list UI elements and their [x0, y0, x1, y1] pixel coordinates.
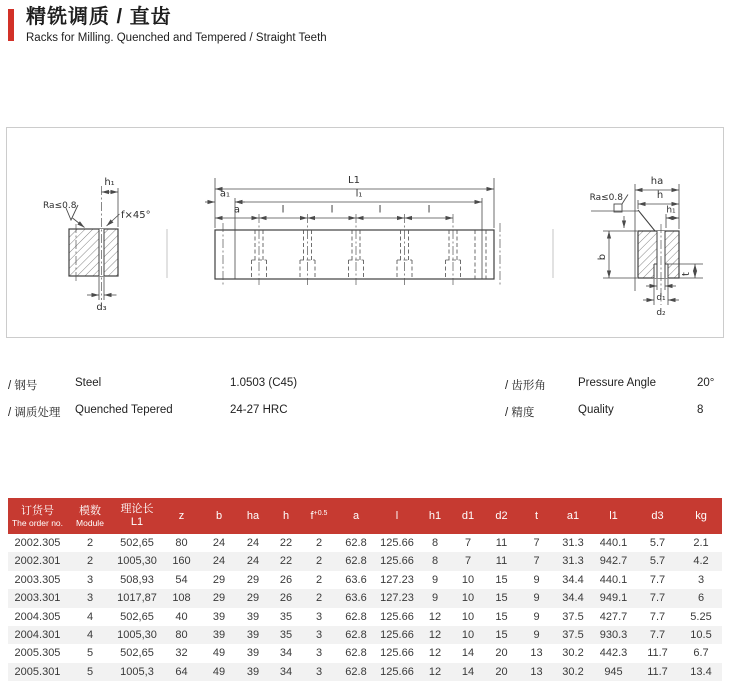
table-cell: 1005,30	[117, 629, 157, 642]
spec-label-zh: / 调质处理	[8, 407, 61, 419]
center-top-view	[205, 175, 500, 285]
table-cell: 24	[212, 537, 226, 549]
table-cell: 2004.301	[14, 629, 61, 642]
technical-drawing	[7, 128, 723, 337]
col-header-b: b	[202, 498, 236, 534]
page-title-en: Racks for Milling. Quenched and Tempered / Straight Teeth	[26, 32, 327, 44]
table-row	[8, 608, 722, 626]
table-cell: 9	[533, 573, 540, 586]
table-cell: 63.6	[345, 592, 367, 605]
col-header-a1: a1	[554, 498, 592, 534]
table-cell: 40	[175, 610, 188, 623]
table-cell: 13.4	[690, 665, 712, 678]
table-cell: 7	[533, 555, 540, 568]
col-header-l1: l1	[592, 498, 635, 534]
table-cell: 3	[315, 665, 323, 678]
right-section-view	[590, 176, 703, 318]
table-cell: 5	[86, 665, 94, 678]
table-cell: 10	[461, 610, 475, 623]
table-cell: 30.2	[562, 647, 584, 660]
table-cell: 3	[315, 610, 323, 623]
table-cell: 39	[246, 629, 260, 642]
page-title-zh: 精铣调质 / 直齿	[26, 6, 172, 28]
col-header-f: $f^{+0.5}$	[302, 498, 336, 534]
dim-label-l: l	[427, 204, 431, 216]
table-cell: 62.8	[345, 647, 367, 660]
table-cell: 4	[86, 610, 94, 623]
table-cell: 5.7	[649, 555, 666, 568]
spec-label-zh: / 精度	[505, 407, 535, 419]
table-cell: 39	[246, 647, 260, 660]
table-cell: 39	[246, 665, 260, 678]
table-cell: 62.8	[345, 629, 367, 642]
table-cell: 63.6	[345, 573, 367, 586]
spec-label-en: Quenched Tepered	[75, 404, 173, 416]
table-cell: 502,65	[120, 537, 154, 549]
table-cell: 6	[697, 592, 705, 605]
dim-label-l: l	[281, 204, 285, 216]
dim-label-a: a	[233, 204, 241, 216]
col-header-h: h	[270, 498, 302, 534]
col-header-kg: kg	[680, 498, 722, 534]
table-cell: 29	[212, 573, 226, 586]
table-cell: 15	[495, 592, 508, 605]
spec-label-en: Quality	[578, 404, 614, 416]
table-cell: 108	[172, 592, 191, 605]
spec-value: 1.0503 (C45)	[230, 377, 298, 389]
table-cell: 3	[315, 629, 323, 642]
table-cell: 49	[212, 665, 226, 678]
table-cell: 1017,87	[117, 592, 157, 605]
table-cell: 2005.301	[14, 665, 61, 678]
table-cell: 31.3	[562, 537, 584, 549]
table-cell: 80	[175, 537, 188, 549]
table-cell: 125.66	[380, 629, 414, 642]
table-cell: 22	[279, 555, 293, 568]
table-cell: 11	[495, 555, 508, 568]
dim-label-t: t	[681, 272, 692, 276]
table-cell: 7.7	[649, 592, 666, 605]
table-cell: 7.7	[649, 573, 666, 586]
table-cell: 7.7	[649, 629, 666, 642]
spec-value: 20°	[697, 377, 715, 389]
table-cell: 14	[461, 665, 475, 678]
table-cell: 8	[431, 555, 439, 568]
table-cell: 9	[533, 629, 540, 642]
table-cell: 2003.301	[14, 592, 61, 605]
col-header-module: 模数 Module	[67, 498, 113, 534]
table-cell: 26	[279, 592, 293, 605]
table-cell: 12	[428, 610, 442, 623]
dim-label-h1-right: h₁	[666, 205, 676, 216]
table-header-row	[8, 498, 722, 534]
table-cell: 2.1	[693, 537, 709, 549]
table-cell: 160	[172, 555, 191, 568]
table-cell: 32	[175, 647, 188, 660]
table-cell: 35	[279, 610, 293, 623]
table-cell: 29	[246, 592, 260, 605]
table-cell: 39	[212, 610, 226, 623]
table-cell: 3	[86, 592, 94, 605]
table-cell: 62.8	[345, 610, 367, 623]
table-cell: 34.4	[562, 573, 584, 586]
table-cell: 49	[212, 647, 226, 660]
table-cell: 9	[431, 573, 439, 586]
table-cell: 15	[495, 610, 508, 623]
spec-label-zh: / 齿形角	[505, 380, 546, 392]
table-cell: 2	[315, 555, 323, 568]
table-cell: 942.7	[599, 555, 628, 568]
spec-value: 8	[697, 404, 704, 416]
table-cell: 24	[246, 555, 260, 568]
dim-label-h1-left: h₁	[104, 177, 115, 188]
table-cell: 4	[86, 629, 94, 642]
table-row	[8, 663, 722, 681]
spec-label-en: Pressure Angle	[578, 377, 656, 389]
table-cell: 125.66	[380, 610, 414, 623]
table-cell: 31.3	[562, 555, 584, 568]
table-row	[8, 589, 722, 607]
table-cell: 2005.305	[14, 647, 61, 660]
col-header-z: z	[161, 498, 202, 534]
table-cell: 13	[530, 647, 543, 660]
table-cell: 29	[212, 592, 226, 605]
table-cell: 3	[86, 573, 94, 586]
dim-label-d3: d₃	[96, 302, 107, 313]
table-cell: 9	[533, 592, 540, 605]
col-header-d1: d1	[452, 498, 484, 534]
table-cell: 125.66	[380, 665, 414, 678]
table-cell: 125.66	[380, 537, 414, 549]
table-cell: 11	[495, 537, 508, 549]
table-cell: 12	[428, 665, 442, 678]
table-cell: 39	[212, 629, 226, 642]
col-header-length: 理论长 L1	[113, 498, 161, 534]
table-cell: 62.8	[345, 665, 367, 678]
table-cell: 3	[697, 573, 705, 586]
table-cell: 7	[464, 537, 472, 549]
dim-label-h: h	[656, 190, 664, 201]
table-cell: 26	[279, 573, 293, 586]
table-cell: 5.25	[690, 610, 712, 623]
table-cell: 2	[315, 537, 323, 549]
table-cell: 11.7	[647, 647, 668, 660]
rack-table	[8, 498, 722, 681]
table-cell: 1005,3	[120, 665, 154, 678]
dim-label-l: l	[330, 204, 334, 216]
table-cell: 2003.305	[14, 573, 61, 586]
table-cell: 37.5	[562, 629, 584, 642]
table-row	[8, 626, 722, 644]
table-cell: 945	[604, 665, 623, 678]
table-cell: 20	[495, 647, 508, 660]
table-cell: 502,65	[120, 647, 154, 660]
table-cell: 442.3	[599, 647, 628, 660]
table-cell: 29	[246, 573, 260, 586]
table-cell: 6.7	[693, 647, 709, 660]
table-cell: 62.8	[345, 537, 367, 549]
table-cell: 62.8	[345, 555, 367, 568]
col-header-t: t	[519, 498, 554, 534]
table-cell: 11.7	[647, 665, 668, 678]
roughness-label-right: Ra≤0.8	[589, 193, 623, 203]
table-cell: 4.2	[693, 555, 709, 568]
dim-label-b: b	[597, 253, 608, 261]
drawing-panel	[6, 127, 724, 338]
table-cell: 13	[530, 665, 543, 678]
table-cell: 2002.305	[14, 537, 61, 549]
table-cell: 440.1	[599, 537, 628, 549]
table-cell: 2004.305	[14, 610, 61, 623]
table-cell: 80	[175, 629, 188, 642]
col-header-d2: d2	[484, 498, 519, 534]
dim-label-a1: a₁	[219, 188, 231, 200]
table-cell: 34.4	[562, 592, 584, 605]
table-cell: 427.7	[599, 610, 628, 623]
table-cell: 502,65	[120, 610, 154, 623]
rack-table-body	[8, 534, 722, 681]
table-cell: 9	[431, 592, 439, 605]
table-cell: 24	[246, 537, 260, 549]
table-cell: 15	[495, 629, 508, 642]
page-header	[8, 6, 327, 44]
table-cell: 10	[461, 592, 475, 605]
table-cell: 7	[464, 555, 472, 568]
left-section-view	[43, 177, 151, 313]
table-cell: 7.7	[649, 610, 666, 623]
table-row	[8, 644, 722, 662]
table-cell: 10	[461, 629, 475, 642]
table-cell: 35	[279, 629, 293, 642]
table-cell: 15	[495, 573, 508, 586]
table-cell: 2	[315, 592, 323, 605]
table-cell: 24	[212, 555, 226, 568]
col-header-h1: h1	[418, 498, 452, 534]
table-cell: 2	[315, 573, 323, 586]
spec-label-en: Steel	[75, 377, 102, 389]
table-cell: 8	[431, 537, 439, 549]
table-cell: 54	[175, 573, 188, 586]
table-cell: 2	[86, 555, 94, 568]
table-cell: 3	[315, 647, 323, 660]
dim-label-d1: d₁	[656, 293, 666, 303]
col-header-ha: ha	[236, 498, 270, 534]
table-cell: 39	[246, 610, 260, 623]
table-row	[8, 571, 722, 589]
table-row	[8, 534, 722, 552]
table-cell: 2002.301	[14, 555, 61, 568]
table-cell: 34	[279, 665, 293, 678]
table-cell: 37.5	[562, 610, 584, 623]
roughness-label-left: Ra≤0.8	[43, 201, 77, 211]
dim-label-l1: l₁	[355, 188, 363, 200]
table-cell: 10	[461, 573, 475, 586]
table-cell: 1005,30	[117, 555, 157, 568]
table-cell: 20	[495, 665, 508, 678]
table-cell: 127.23	[380, 573, 414, 586]
table-cell: 7	[533, 537, 540, 549]
table-cell: 125.66	[380, 555, 414, 568]
dim-label-f45: f×45°	[121, 210, 151, 221]
table-cell: 64	[175, 665, 188, 678]
col-header-l: l	[376, 498, 418, 534]
table-row	[8, 552, 722, 570]
table-cell: 5	[86, 647, 94, 660]
spec-label-zh: / 钢号	[8, 380, 38, 392]
col-header-order-no: 订货号 The order no.	[8, 498, 67, 534]
table-cell: 34	[279, 647, 293, 660]
table-cell: 14	[461, 647, 475, 660]
table-cell: 12	[428, 629, 442, 642]
table-cell: 127.23	[380, 592, 414, 605]
accent-bar	[8, 9, 14, 41]
table-cell: 440.1	[599, 573, 628, 586]
dim-label-ha: ha	[650, 176, 664, 187]
table-cell: 949.1	[599, 592, 628, 605]
dim-label-L1: L1	[348, 175, 360, 186]
table-cell: 2	[86, 537, 94, 549]
table-cell: 125.66	[380, 647, 414, 660]
table-cell: 10.5	[690, 629, 712, 642]
dim-label-l: l	[378, 204, 382, 216]
table-cell: 508,93	[120, 573, 154, 586]
table-cell: 22	[279, 537, 293, 549]
spec-value: 24-27 HRC	[230, 404, 288, 416]
table-cell: 12	[428, 647, 442, 660]
table-cell: 930.3	[599, 629, 628, 642]
table-cell: 9	[533, 610, 540, 623]
table-cell: 5.7	[649, 537, 666, 549]
col-header-a: a	[336, 498, 376, 534]
table-cell: 30.2	[562, 665, 584, 678]
col-header-d3: d3	[635, 498, 680, 534]
dim-label-d2: d₂	[656, 308, 666, 318]
